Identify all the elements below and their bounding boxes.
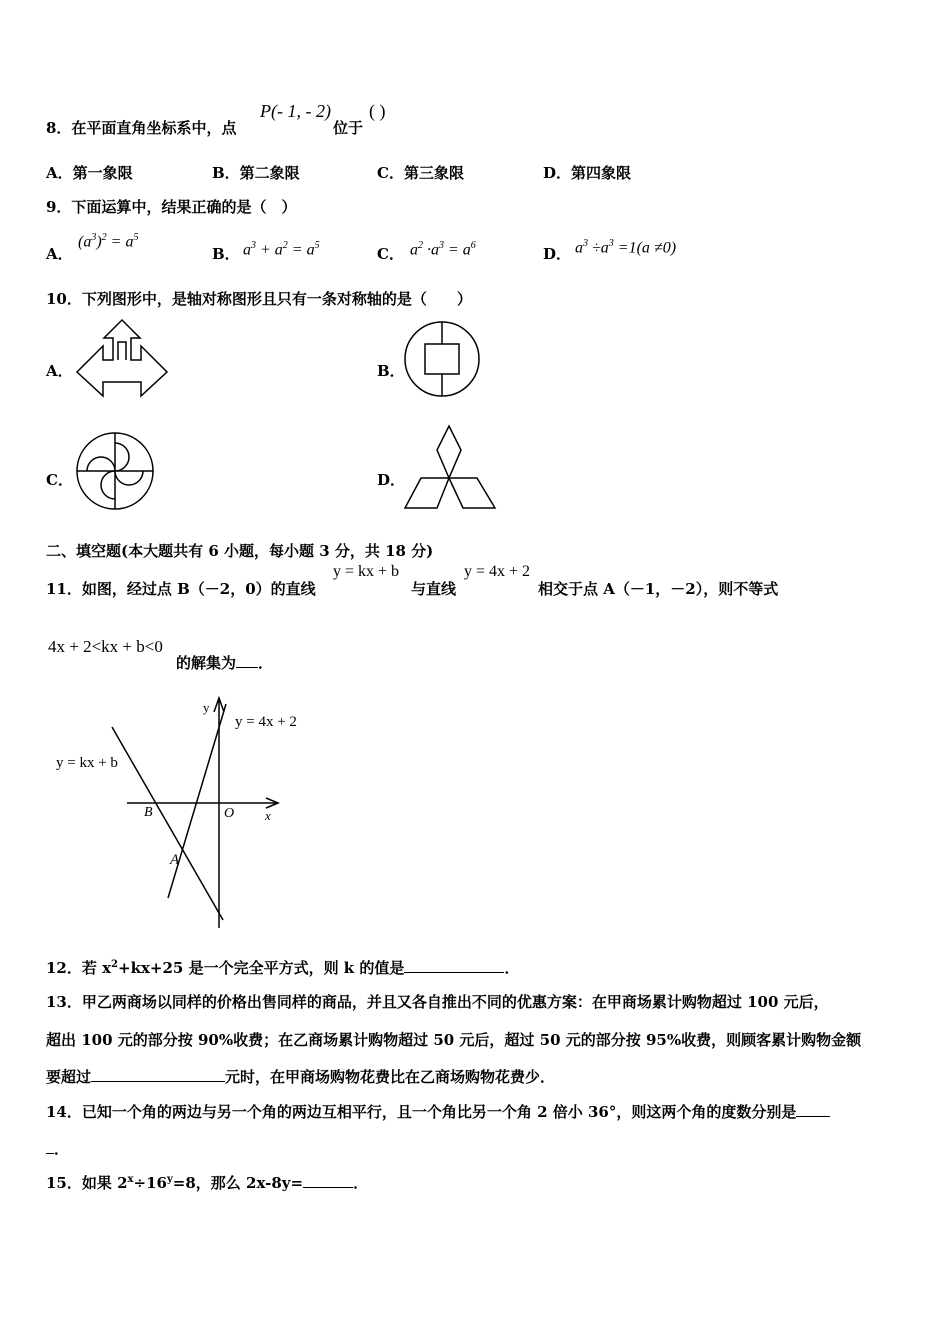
- q9-option-d-label: D．: [543, 245, 572, 263]
- q13-answer-blank[interactable]: [91, 1067, 225, 1082]
- q9-option-d-formula: $a^3 \div a^3 =1(a \ne 0)$: [575, 238, 677, 257]
- q8-option-d: D．第四象限: [543, 164, 632, 182]
- graph-y-label: y: [203, 700, 210, 715]
- section-2-title: 二、填空题(本大题共有 6 小题，每小题 3 分，共 18 分): [46, 542, 434, 560]
- q14-answer-blank-b[interactable]: [46, 1139, 54, 1154]
- q11-stem-b: 与直线: [411, 580, 457, 598]
- q9-option-c-label: C．: [377, 245, 404, 263]
- q12-stem: 12．若 $x^2+kx+25$ 是一个完全平方式，则 k 的值是 ．: [46, 959, 520, 977]
- q11-inequality: 4x + 2<kx + b<0: [48, 637, 163, 656]
- q9-stem: 9．下面运算中，结果正确的是（ ）: [46, 198, 297, 216]
- q10-option-a-label: A．: [46, 362, 73, 380]
- graph-line1-label: y = kx + b: [56, 755, 118, 771]
- graph-line2-label: y = 4x + 2: [235, 714, 297, 730]
- q8-suffix: 位于: [333, 119, 364, 137]
- q11-line2: y = 4x + 2: [464, 563, 531, 580]
- q8-option-a: A．第一象限: [46, 164, 133, 182]
- q11-tail: 的解集为 ．: [176, 654, 274, 672]
- q9-option-a-formula: $(a^3)^2 = a^5$: [78, 232, 139, 251]
- q9-option-b-label: B．: [212, 245, 240, 263]
- q11-stem-c: 相交于点 A（－1，－2），则不等式: [538, 580, 779, 598]
- line-kx-b: [112, 727, 223, 920]
- q15-answer-blank[interactable]: [303, 1173, 353, 1188]
- q10-option-d-label: D．: [377, 471, 406, 489]
- q13-line3: 要超过 元时，在甲商场购物花费比在乙商场购物花费少．: [46, 1068, 556, 1086]
- graph-o-label: O: [224, 806, 235, 821]
- graph-a-label: A: [170, 852, 180, 868]
- q13-line1: 13．甲乙两商场以同样的价格出售同样的商品，并且又各自推出不同的优惠方案：在甲商场累计购物超过 100 元后，: [46, 993, 829, 1011]
- q15-stem: 15．如果 $2^x\div 16^y=8$，那么 2x-8y= ．: [46, 1174, 369, 1192]
- q11-line1: y = kx + b: [333, 563, 400, 580]
- q12-answer-blank[interactable]: [404, 958, 504, 973]
- q9-option-a-label: A．: [46, 245, 73, 263]
- q9-option-b-formula: $a^3 + a^2 = a^5$: [243, 240, 320, 259]
- q14-line2: ．: [46, 1138, 69, 1159]
- graph-x-label: x: [265, 808, 271, 823]
- q14-line1: 14．已知一个角的两边与另一个角的两边互相平行，且一个角比另一个角 2 倍小 36°，则这两个角的度数分别是: [46, 1101, 830, 1122]
- q14-answer-blank-a[interactable]: [796, 1102, 830, 1117]
- q8-paren: ( ): [369, 101, 386, 121]
- q10-stem: 10．下列图形中，是轴对称图形且只有一条对称轴的是（ ）: [46, 290, 472, 308]
- q10-option-c-label: C．: [46, 471, 73, 489]
- q8-point: P(- 1, - 2): [260, 101, 331, 121]
- q8-option-c: C．第三象限: [377, 164, 464, 182]
- q8-option-b: B．第二象限: [212, 164, 300, 182]
- q10-option-b-label: B．: [377, 362, 405, 380]
- q8-stem: 8．在平面直角坐标系中，点: [46, 119, 237, 137]
- graph-b-label: B: [144, 805, 153, 820]
- q13-line2: 超出 100 元的部分按 90%收费；在乙商场累计购物超过 50 元后，超过 50 元的部分按 95%收费，则顾客累计购物金额: [46, 1031, 862, 1049]
- q9-option-c-formula: $a^2 \cdot a^3 = a^6$: [410, 240, 476, 259]
- q11-stem-a: 11．如图，经过点 B（－2，0）的直线: [46, 580, 316, 598]
